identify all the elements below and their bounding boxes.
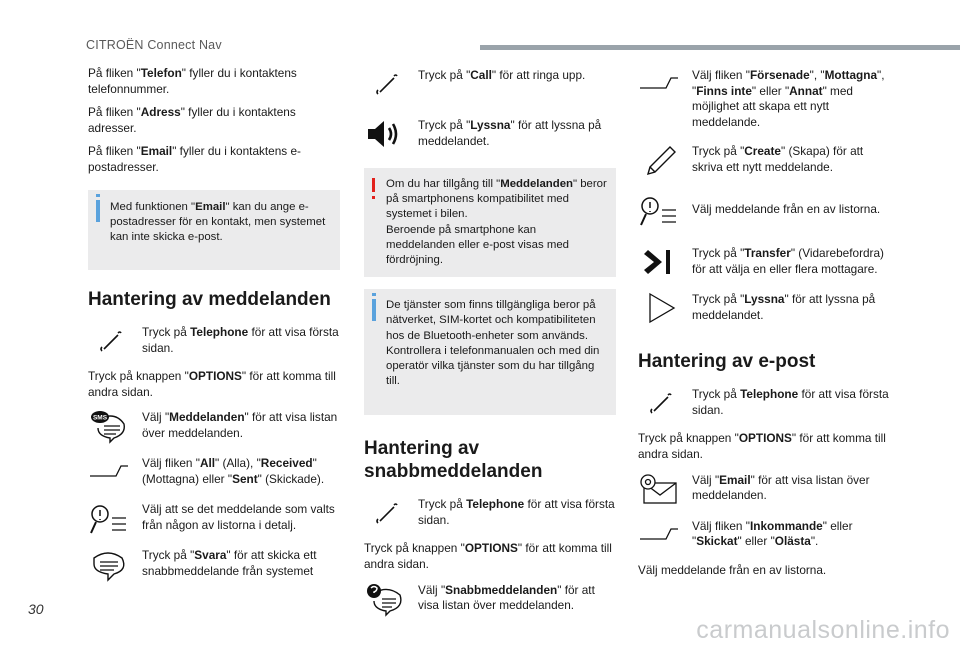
- pencil-icon[interactable]: [638, 142, 680, 178]
- sms-chat-icon[interactable]: [88, 408, 130, 444]
- step-tabs: Välj fliken "All" (Alla), "Received" (Mottagna) eller "Sent" (Skickade).: [88, 454, 340, 490]
- phone-handset-icon[interactable]: [364, 495, 406, 531]
- heading-messages: Hantering av meddelanden: [88, 289, 331, 311]
- options-text: Tryck på knappen "OPTIONS" för att komma till andra sidan.: [88, 369, 336, 399]
- reply-chat-icon[interactable]: [88, 546, 130, 582]
- step-inbox-tabs: Välj fliken "Inkommande" eller "Skickat" eller "Olästa".: [638, 517, 892, 553]
- phone-handset-icon[interactable]: [88, 323, 130, 359]
- phone-handset-icon[interactable]: [364, 66, 406, 102]
- info-note-services: De tjänster som finns tillgängliga beror på nätverket, SIM-kortet och kompatibiliteten hos de Bluetooth-enheter som används. Kontrollera i telefonmanualen och med din operatör vilka tjänster som du har tillgång till.: [364, 289, 616, 415]
- email-envelope-icon[interactable]: [638, 471, 680, 507]
- play-icon[interactable]: [638, 290, 680, 326]
- info-icon: [96, 200, 100, 222]
- options-text: Tryck på knappen "OPTIONS" för att komma till andra sidan.: [638, 431, 886, 461]
- column-2: [364, 66, 616, 627]
- tab-folder-icon[interactable]: [638, 66, 680, 102]
- tab-folder-icon[interactable]: [88, 454, 130, 490]
- header-bar: [480, 45, 960, 50]
- final-text: Välj meddelande från en av listorna.: [638, 562, 827, 577]
- step-telephone: Tryck på Telephone för att visa första sidan.: [364, 495, 616, 531]
- step-call: Tryck på "Call" för att ringa upp.: [364, 66, 616, 102]
- warning-note: Om du har tillgång till "Meddelanden" beror på smartphonens kompatibilitet med systemet i bilen. Beroende på smartphone kan meddelanden eller e-post visas med fördröjning.: [364, 168, 616, 277]
- phone-handset-icon[interactable]: [638, 385, 680, 421]
- quick-message-icon[interactable]: [364, 581, 406, 617]
- step-transfer: Tryck på "Transfer" (Vidarebefordra) för att välja en eller flera mottagare.: [638, 244, 892, 280]
- step-quick-messages: Välj "Snabbmeddelanden" för att visa listan över meddelanden.: [364, 581, 616, 617]
- options-text: Tryck på knappen "OPTIONS" för att komma till andra sidan.: [364, 541, 612, 572]
- svg-text:SMS: SMS: [92, 414, 108, 422]
- step-telephone: Tryck på Telephone för att visa första sidan.: [638, 385, 892, 421]
- intro-email: På fliken "Email" fyller du i kontaktens e-postadresser.: [88, 144, 301, 174]
- step-telephone: Tryck på Telephone för att visa första sidan.: [88, 323, 340, 359]
- step-sms: SMS Välj "Meddelanden" för att visa listan över meddelanden.: [88, 408, 340, 444]
- warning-icon: [372, 178, 375, 192]
- brand-header: CITROËN Connect Nav: [86, 38, 222, 52]
- heading-quick-messages: Hantering av snabbmeddelanden: [364, 438, 543, 483]
- step-reply: Tryck på "Svara" för att skicka ett snabbmeddelande från systemet: [88, 546, 340, 582]
- info-icon: [372, 299, 376, 321]
- step-detail: Välj att se det meddelande som valts från någon av listorna i detalj.: [88, 500, 340, 536]
- search-list-icon[interactable]: [88, 500, 130, 536]
- step-listen: Tryck på "Lyssna" för att lyssna på meddelandet.: [638, 290, 892, 326]
- tab-folder-icon[interactable]: [638, 517, 680, 553]
- watermark: carmanualsonline.info: [696, 616, 950, 644]
- column-1: [88, 66, 340, 592]
- step-listen: Tryck på "Lyssna" för att lyssna på meddelandet.: [364, 116, 616, 152]
- step-email: Välj "Email" för att visa listan över meddelanden.: [638, 471, 892, 507]
- heading-email: Hantering av e-post: [638, 351, 816, 373]
- page-number: 30: [28, 601, 44, 617]
- speaker-icon[interactable]: [364, 116, 406, 152]
- info-note-email: Med funktionen "Email" kan du ange e-postadresser för en kontakt, men systemet kan inte skicka e-post.: [88, 190, 340, 271]
- forward-arrow-icon[interactable]: [638, 244, 680, 280]
- intro-telefon: På fliken "Telefon" fyller du i kontaktens telefonnummer.: [88, 66, 297, 96]
- intro-adress: På fliken "Adress" fyller du i kontaktens adresser.: [88, 105, 296, 135]
- step-tabs: Välj fliken "Försenade", "Mottagna", "Finns inte" eller "Annat" med möjlighet att skapa ett nytt meddelande.: [638, 66, 892, 130]
- step-create: Tryck på "Create" (Skapa) för att skriva ett nytt meddelande.: [638, 142, 892, 178]
- step-select: Välj meddelande från en av listorna.: [638, 192, 892, 228]
- column-3: [638, 66, 892, 586]
- search-list-icon[interactable]: [638, 192, 680, 228]
